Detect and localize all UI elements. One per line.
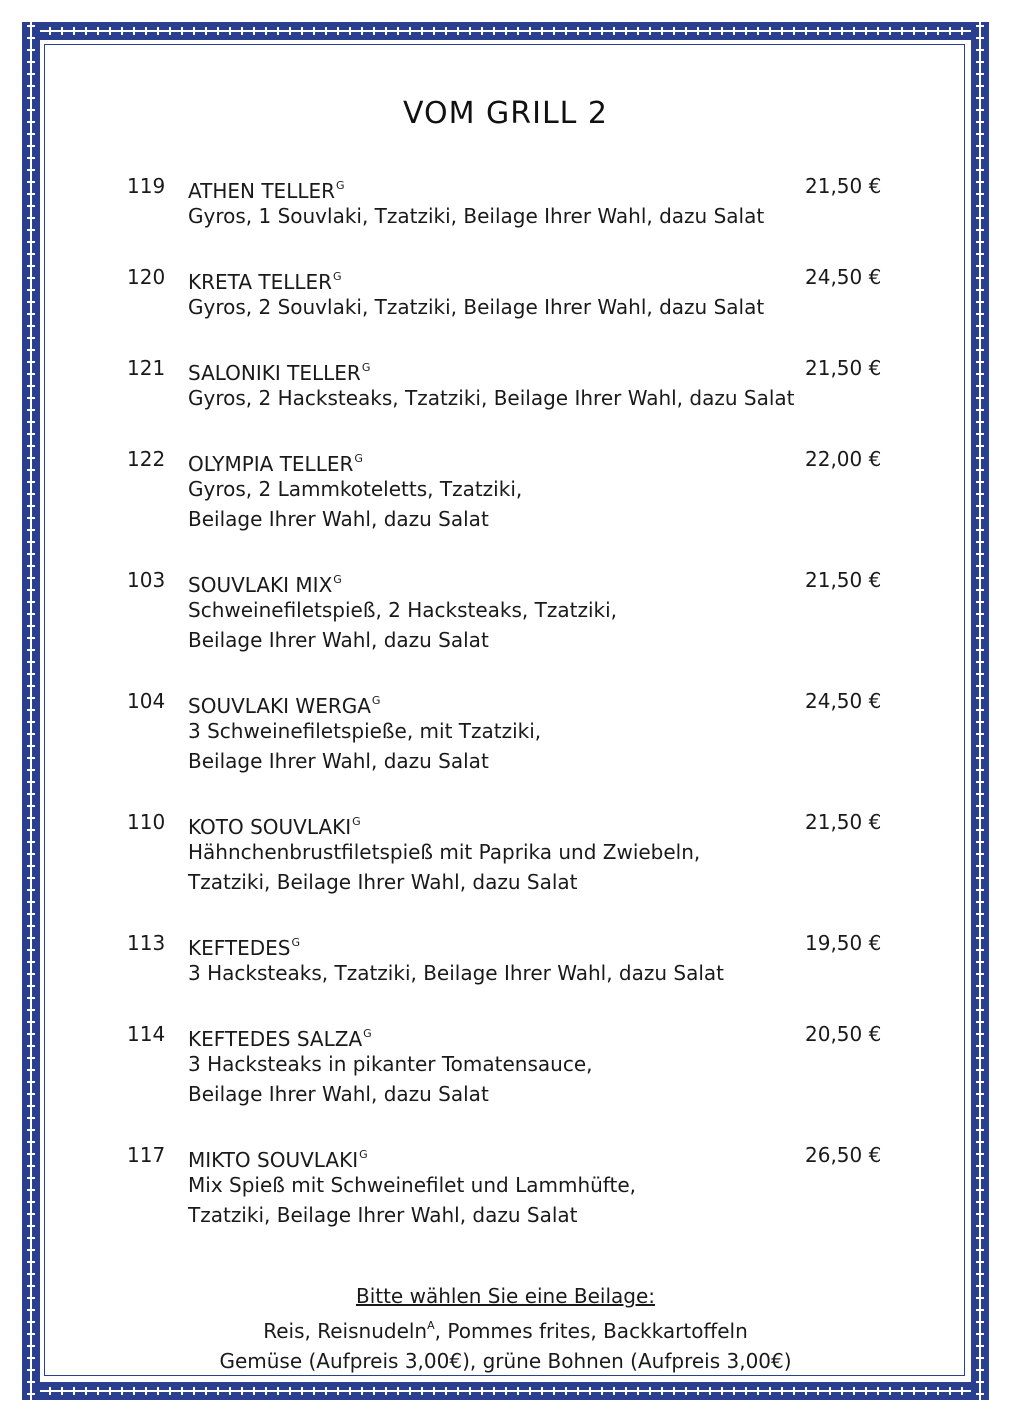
item-description: Beilage Ihrer Wahl, dazu Salat [188,628,489,652]
item-number: 110 [127,810,166,834]
item-description: Beilage Ihrer Wahl, dazu Salat [188,1082,489,1106]
item-price: 26,50 € [805,1143,882,1167]
menu-item [0,928,1011,988]
menu-item [0,1019,1011,1109]
menu-item [0,444,1011,534]
item-price: 21,50 € [805,568,882,592]
menu-item [0,807,1011,897]
allergen-mark: G [336,179,345,192]
item-number: 122 [127,447,166,471]
item-name: ATHEN $TELLER^G$ [188,179,345,203]
item-name: OLYMPIA $TELLER^G$ [188,452,363,476]
side-dish-note [0,1281,1011,1376]
menu-item [0,262,1011,322]
item-price: 20,50 € [805,1022,882,1046]
side-dish-line-2: Gemüse (Aufpreis 3,00€), grüne Bohnen (Aufpreis 3,00€) [219,1349,792,1373]
item-description: Mix Spieß mit Schweinefilet und Lammhüfte, [188,1173,636,1197]
item-description: 3 Schweinefiletspieße, mit Tzatziki, [188,719,542,743]
allergen-mark: G [333,270,342,283]
item-price: 22,00 € [805,447,882,471]
item-name: KOTO $SOUVLAKI^G$ [188,815,361,839]
item-description: Tzatziki, Beilage Ihrer Wahl, dazu Salat [188,1203,578,1227]
item-description: Beilage Ihrer Wahl, dazu Salat [188,507,489,531]
allergen-mark: G [361,361,371,374]
item-number: 121 [127,356,166,380]
allergen-mark: G [352,815,361,828]
item-description: Schweinefiletspieß, 2 Hacksteaks, Tzatziki, [188,598,618,622]
item-price: 21,50 € [805,356,882,380]
item-name: $KEFTEDES^G$ [188,936,301,960]
item-price: 24,50 € [805,265,882,289]
item-description: Gyros, 1 Souvlaki, Tzatziki, Beilage Ihrer Wahl, dazu Salat [188,204,765,228]
item-description: Gyros, 2 Souvlaki, Tzatziki, Beilage Ihrer Wahl, dazu Salat [188,295,765,319]
item-description: 3 Hacksteaks in pikanter Tomatensauce, [188,1052,593,1076]
item-description: Hähnchenbrustfiletspieß mit Paprika und Zwiebeln, [188,840,701,864]
allergen-mark: G [354,452,363,465]
item-description: Gyros, 2 Hacksteaks, Tzatziki, Beilage Ihrer Wahl, dazu Salat [188,386,795,410]
item-price: 21,50 € [805,810,882,834]
item-name: MIKTO $SOUVLAKI^G$ [188,1148,368,1172]
item-number: 104 [127,689,166,713]
item-price: 21,50 € [805,174,882,198]
item-name: SALONIKI $TELLER^G$ [188,361,371,385]
item-number: 119 [127,174,166,198]
item-price: 19,50 € [805,931,882,955]
side-dish-heading: Bitte wählen Sie eine Beilage: [355,1284,656,1308]
item-name: KRETA $TELLER^G$ [188,270,342,294]
item-number: 120 [127,265,166,289]
page-title: VOM GRILL 2 [402,96,609,131]
item-number: 117 [127,1143,166,1167]
item-description: Beilage Ihrer Wahl, dazu Salat [188,749,489,773]
allergen-mark: G [371,694,381,707]
menu-item [0,1140,1011,1230]
item-name: KEFTEDES $SALZA^G$ [188,1027,372,1051]
allergen-mark: G [333,573,342,586]
allergen-mark: G [291,936,301,949]
allergen-mark: G [359,1148,368,1161]
item-description: 3 Hacksteaks, Tzatziki, Beilage Ihrer Wahl, dazu Salat [188,961,724,985]
menu-item [0,353,1011,413]
item-number: 114 [127,1022,166,1046]
menu-item [0,171,1011,231]
menu-item [0,686,1011,776]
item-price: 24,50 € [805,689,882,713]
item-description: Gyros, 2 Lammkoteletts, Tzatziki, [188,477,523,501]
item-name: SOUVLAKI $WERGA^G$ [188,694,381,718]
item-number: 103 [127,568,166,592]
item-number: 113 [127,931,166,955]
greek-key-border-top [22,22,989,40]
item-description: Tzatziki, Beilage Ihrer Wahl, dazu Salat [188,870,578,894]
allergen-mark: G [363,1027,372,1040]
item-name: SOUVLAKI $MIX^G$ [188,573,342,597]
menu-item [0,565,1011,655]
greek-key-border-bottom [22,1382,989,1400]
side-dish-line-1: Reis, Reisnudeln$^A$, Pommes frites, Backkartoffeln [263,1319,748,1343]
menu-list [0,171,1011,1261]
